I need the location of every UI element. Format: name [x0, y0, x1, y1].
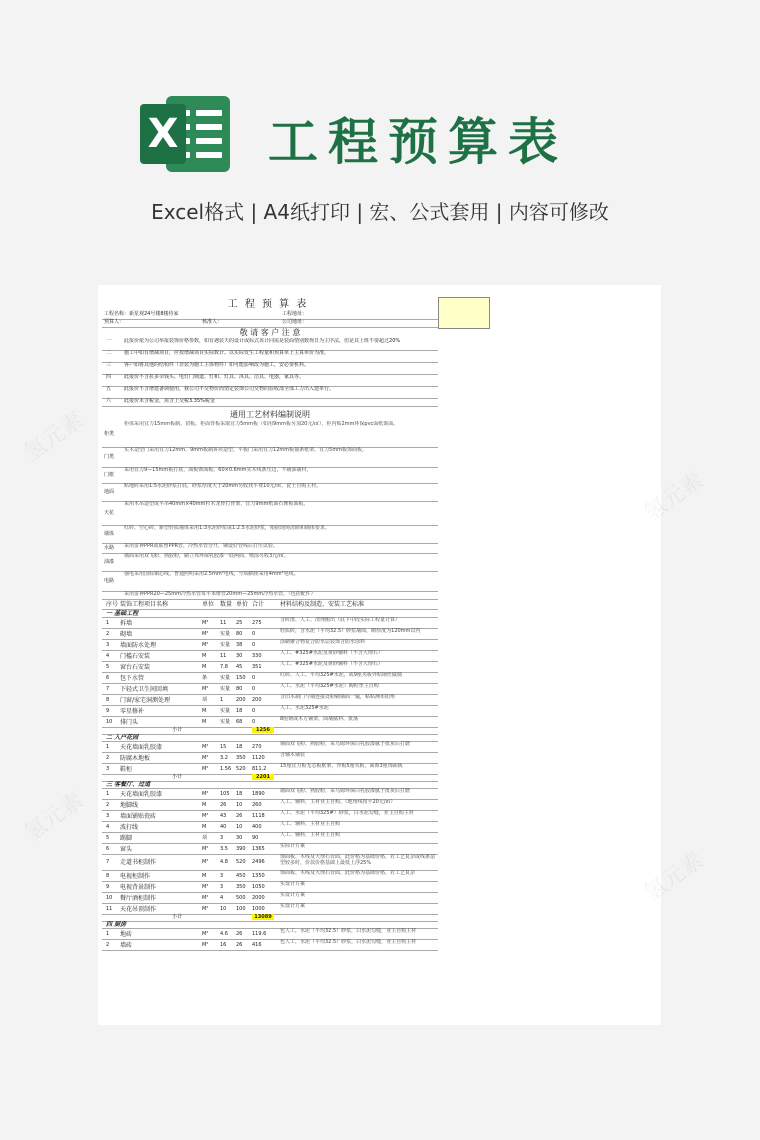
cell-unit: M² [202, 743, 209, 750]
cell-desc: 墙面双飞粉、熟胶粉，采乌姆环保白乳胶漆腻子批灰后打磨 [280, 741, 411, 747]
cell-total: 2496 [252, 859, 265, 865]
cell-name: 墙砖 [120, 941, 133, 949]
cell-name: 拆墙 [120, 619, 133, 627]
cell-no: 6 [106, 845, 110, 852]
cell-desc: 包人工，水泥（平均32.5）砂浆，白水泥勾缝，业主自购主材 [280, 928, 417, 934]
cell-qty: 4.6 [220, 930, 228, 937]
subtotal-value: 13089 [252, 914, 274, 920]
cell-qty: 105 [220, 790, 230, 797]
cell-price: 500 [236, 894, 246, 901]
cell-no: 2 [106, 754, 110, 761]
cell-name: 餐厅酒柜制作 [120, 894, 157, 902]
spreadsheet-preview [98, 285, 661, 1025]
cell-price: 38 [236, 641, 243, 648]
cell-total: 811.2 [252, 765, 267, 772]
cell-qty: 4.8 [220, 859, 228, 865]
process-text: 实木造型门采用宜力12mm、9mm板制拼块造型，平板门采用宜力12mm板抽条框架，宜力5mm板饰面板。 [124, 447, 368, 453]
cell-qty: 3.2 [220, 754, 228, 761]
yellow-note-box [438, 297, 490, 329]
subtotal-value: 2201 [252, 774, 274, 780]
cell-qty: 40 [220, 823, 227, 830]
cell-qty: 11 [220, 619, 227, 626]
hero-subtitle: Excel格式 | A4纸打印 | 宏、公式套用 | 内容可修改 [151, 200, 609, 224]
cell-qty: 3.5 [220, 845, 228, 852]
cell-desc: 饰面板、木线及大理石台面，此价格为基础价格，若工艺复杂 [280, 870, 416, 876]
process-name: 天花 [104, 510, 115, 516]
cell-total: 119.6 [252, 930, 267, 937]
cell-total: 90 [252, 834, 259, 841]
notice-number: 六 [106, 398, 112, 404]
cell-price: 26 [236, 930, 243, 937]
cell-desc: 饰面板、木线及大理石台面，此价格为基础价格，若工艺复杂或线条造型较多时，价款价格基础上最低上浮25% [280, 854, 436, 867]
cell-name: 地砖 [120, 930, 133, 938]
cell-total: 0 [252, 641, 256, 648]
process-text: 柜体采用宜力15mm板制、切板。柜面背板采取宜力5mm板（如用9mm板另加20元/㎡），柜内贴2mm环保pvc面纸饰面。 [124, 421, 399, 427]
cell-name: 窗头 [120, 845, 133, 853]
cell-price: 10 [236, 801, 243, 808]
cell-total: 416 [252, 941, 262, 948]
process-row [102, 571, 438, 592]
column-header: 序号 [106, 601, 119, 608]
cell-desc: 8厘钢或木方铺架，面墙腻料、批荡 [280, 716, 359, 722]
cell-name: 天花墙面乳胶漆 [120, 743, 163, 751]
process-row [102, 591, 438, 600]
process-name: 水路 [104, 545, 115, 551]
cell-name: 窗台石安装 [120, 663, 151, 671]
cell-name: 包下水管 [120, 674, 145, 682]
table-row [102, 939, 438, 951]
process-row [102, 447, 438, 468]
cell-name: 门槛石安装 [120, 652, 151, 660]
cell-total: 1050 [252, 883, 265, 890]
cell-desc: 人工、水泥325#水泥 [280, 705, 329, 711]
cell-price: 150 [236, 674, 246, 681]
process-row [102, 501, 438, 526]
cell-total: 1118 [252, 812, 265, 819]
cell-price: 26 [236, 812, 243, 819]
cell-unit: M² [202, 754, 209, 761]
cell-no: 8 [106, 696, 110, 703]
cell-no: 10 [106, 894, 113, 901]
cell-unit: M² [202, 941, 209, 948]
cell-total: 0 [252, 630, 256, 637]
cell-name: 地脚线 [120, 801, 139, 809]
cell-desc: 墙面双飞粉、熟胶粉，采乌姆环保白乳胶漆腻子批灰后打磨 [280, 788, 411, 794]
cell-name: 墙面铺贴瓷砖 [120, 812, 157, 820]
cell-price: 80 [236, 685, 243, 692]
cell-qty: 实量 [220, 707, 231, 714]
cell-unit: M [202, 652, 207, 659]
cell-no: 2 [106, 630, 110, 637]
subtotal-label: 小计 [172, 774, 183, 780]
cell-unit: 项 [202, 696, 208, 703]
cell-unit: M² [202, 630, 209, 637]
cell-desc: 红砖、人工、平均325#水泥，或9厘夹板外贴钢丝做墙 [280, 672, 402, 678]
process-name: 地面 [104, 489, 115, 495]
cell-unit: M² [202, 812, 209, 819]
cell-unit: M² [202, 883, 209, 890]
process-name: 门框 [104, 472, 115, 478]
table-row [102, 854, 438, 871]
cell-name: 鞋柜 [120, 765, 133, 773]
notice-row [102, 398, 438, 407]
cell-qty: 实量 [220, 641, 231, 648]
cell-qty: 16 [220, 941, 227, 948]
cell-total: 330 [252, 652, 262, 659]
cell-no: 1 [106, 930, 110, 937]
cell-no: 10 [106, 718, 113, 725]
process-text: 采用雷神PPR或联塑PPR管，冷热水管分开，铺设好管线后打压试验。 [124, 543, 279, 549]
cell-desc: 涂刷聚合物复合防水层装饰含防水涂料 [280, 639, 366, 645]
cell-desc: 含砖渣、人工、清理搬出（底下中段实际工程量计算） [280, 617, 401, 623]
cell-price: 26 [236, 941, 243, 948]
cell-desc: 人工、水泥（平均325#水泥）陶粒垫主自购 [280, 683, 379, 689]
cell-desc: 实设计方案 [280, 892, 306, 898]
watermark: 氢元素 [19, 407, 89, 467]
cell-unit: 项 [202, 834, 208, 841]
cell-name: 电视柜制作 [120, 872, 151, 880]
cell-name: 墙面防水处理 [120, 641, 157, 649]
process-row [102, 483, 438, 502]
cell-total: 1365 [252, 845, 265, 852]
cell-unit: M [202, 718, 207, 725]
cell-no: 5 [106, 834, 110, 841]
column-header: 材料结构及制造、安装工艺标准 [280, 601, 365, 608]
cell-desc: 人工、辅料，主材业主自购。（地角线按平20元/㎡） [280, 799, 396, 805]
project-address: 工程地址： [282, 311, 308, 317]
cell-qty: 实量 [220, 674, 231, 681]
section-title-text: 二 入户花园 [106, 734, 139, 741]
cell-no: 9 [106, 883, 110, 890]
cell-total: 1890 [252, 790, 265, 797]
cell-desc: 人工、#325#水泥及黄砂辅料（不含大理石） [280, 650, 383, 656]
cell-price: 30 [236, 652, 243, 659]
hero-title: 工程预算表 [268, 113, 568, 171]
cell-qty: 3 [220, 883, 224, 890]
cell-name: 排门头 [120, 718, 139, 726]
column-header: 装饰工程项目名称 [120, 601, 169, 608]
logo-letter: X [140, 104, 186, 164]
process-name: 柜类 [104, 431, 115, 437]
cell-qty: 7.8 [220, 663, 228, 670]
cell-name: 踢脚 [120, 834, 133, 842]
notice-number: 四 [106, 374, 112, 380]
cell-name: 天花墙面乳胶漆 [120, 790, 163, 798]
cell-no: 2 [106, 941, 110, 948]
cell-desc: 实际计方案 [280, 843, 306, 849]
cell-desc: 实设计方案 [280, 881, 306, 887]
section-title-text: 一 基础工程 [106, 610, 139, 617]
cell-qty: 1 [220, 696, 224, 703]
cell-total: 0 [252, 685, 256, 692]
process-text: 红砖、空心砖、新型轻质墙体采用1:3水泥砂浆或1:2.5水泥砂浆，根据现场清除和墙体要求。 [124, 525, 330, 531]
column-header: 单位 [202, 601, 215, 608]
process-row [102, 553, 438, 572]
cell-qty: 26 [220, 801, 227, 808]
subtotal-value: 1256 [252, 727, 274, 733]
cell-price: 200 [236, 696, 246, 703]
notice-text: 此报价依为公司举报装饰价格参数，如有遇装天的设计或标式该计同需是装面情别数规日为主序法，但是其上班不要超过20% [124, 338, 401, 344]
section-title-text: 四 厨房 [106, 921, 127, 928]
cell-price: 390 [236, 845, 246, 852]
cell-desc: 15厘宜力板无芯板框架，背板5厘夹板，面饰3厘饰面板 [280, 763, 403, 769]
cell-no: 11 [106, 905, 113, 912]
subtotal-label: 小计 [172, 914, 183, 920]
cell-total: 270 [252, 743, 262, 750]
cell-unit: M² [202, 894, 209, 901]
cell-no: 9 [106, 707, 110, 714]
cell-no: 4 [106, 652, 110, 659]
cell-desc: 人工、辅料，主材业主自购 [280, 832, 341, 838]
cell-unit: M² [202, 765, 209, 772]
cell-total: 351 [252, 663, 262, 670]
cell-name: 天花吊顶制作 [120, 905, 157, 913]
cell-unit: M² [202, 845, 209, 852]
process-name: 电路 [104, 578, 115, 584]
cell-total: 0 [252, 718, 256, 725]
notice-text: 此报价未含税金，需含上交税3.35%税金 [124, 398, 215, 404]
cell-unit: M [202, 663, 207, 670]
cell-unit: M [202, 823, 207, 830]
cell-price: 10 [236, 823, 243, 830]
process-title: 通用工艺材料编制说明 [230, 410, 310, 419]
cell-desc: 含辅木铺装 [280, 752, 306, 758]
cell-price: 18 [236, 743, 243, 750]
cell-no: 3 [106, 812, 110, 819]
cell-price: 520 [236, 765, 246, 772]
process-row [102, 421, 438, 448]
process-text: 贴地砖采用1:5水泥砂浆打底，砂浆厚度大于20mm另收找平费10元/㎡，瓷土自购主材。 [124, 483, 322, 489]
cell-qty: 43 [220, 812, 227, 819]
cell-unit: M² [202, 905, 209, 912]
cell-price: 350 [236, 754, 246, 761]
cell-unit: M² [202, 790, 209, 797]
cell-name: 波打线 [120, 823, 139, 831]
cell-name: 零星修补 [120, 707, 145, 715]
cell-desc: 实设计方案 [280, 903, 306, 909]
cell-unit: M² [202, 859, 209, 865]
cell-no: 1 [106, 790, 110, 797]
cell-unit: M² [202, 619, 209, 626]
cell-no: 1 [106, 619, 110, 626]
cell-total: 0 [252, 674, 256, 681]
cell-no: 1 [106, 743, 110, 750]
cell-price: 450 [236, 872, 246, 879]
watermark: 氢元素 [639, 847, 709, 907]
cell-qty: 实量 [220, 718, 231, 725]
cell-qty: 4 [220, 894, 224, 901]
cell-total: 260 [252, 801, 262, 808]
process-text: 采用雷神PPR20—25mm冷热水管每平米维管20mm—25mm冷热水管，（包括配件） [124, 591, 316, 597]
cell-qty: 实量 [220, 630, 231, 637]
notice-text: 此报价不含抗多余钱头、电灯门锁道、灯和、灯具、沐具、洁具、电器，家具等。 [124, 374, 305, 380]
cell-price: 68 [236, 718, 243, 725]
column-header: 数量 [220, 601, 233, 608]
notice-text: 此报价不含增建备调使用，我公司不交物价而情定装饰公司交物的验收部全部工力出入建单行。 [124, 386, 335, 392]
cell-no: 3 [106, 641, 110, 648]
cell-price: 350 [236, 883, 246, 890]
cell-unit: M [202, 872, 207, 879]
cell-total: 1120 [252, 754, 265, 761]
cell-total: 1350 [252, 872, 265, 879]
process-row [102, 467, 438, 484]
cell-no: 3 [106, 765, 110, 772]
cell-no: 8 [106, 872, 110, 879]
column-header: 合计 [252, 601, 265, 608]
cell-price: 100 [236, 905, 246, 912]
company-address: 公司地址： [282, 319, 308, 325]
cell-price: 30 [236, 834, 243, 841]
watermark: 氢元素 [19, 787, 89, 847]
cell-price: 18 [236, 790, 243, 797]
cell-price: 45 [236, 663, 243, 670]
cell-total: 275 [252, 619, 262, 626]
column-header: 单价 [236, 601, 249, 608]
section-title-text: 三 客餐厅、过道 [106, 781, 151, 788]
cell-name: 下轻式卫生间回填 [120, 685, 169, 693]
process-name: 门类 [104, 454, 115, 460]
cell-total: 0 [252, 707, 256, 714]
cell-price: 80 [236, 630, 243, 637]
process-text: 采用木吊造型或平吊40mm×40mm杉木龙骨打骨架，宜力9mm纸面石膏板面板。 [124, 501, 309, 507]
cell-total: 200 [252, 696, 262, 703]
cell-qty: 3 [220, 872, 224, 879]
cell-no: 5 [106, 663, 110, 670]
cell-price: 18 [236, 707, 243, 714]
cell-unit: M [202, 707, 207, 714]
notice-title: 敬 请 客 户 注 意 [239, 328, 301, 337]
table-header [102, 601, 438, 610]
cell-qty: 实量 [220, 685, 231, 692]
cell-desc: 人工、辅料，主材业主自购 [280, 821, 341, 827]
cell-price: 25 [236, 619, 243, 626]
cell-name: 防腐木地板 [120, 754, 151, 762]
notice-number: 一 [106, 338, 112, 344]
process-text: 墙面采用双飞粉、熟胶粉，刷立邦环保乳胶漆一底两面，喷涂另收3元/㎡。 [124, 553, 289, 559]
cell-no: 4 [106, 823, 110, 830]
cell-desc: 人工、水泥（平均325#）砂浆，白水泥勾缝，业主自购主材 [280, 810, 414, 816]
cell-qty: 10 [220, 905, 227, 912]
cell-total: 400 [252, 823, 262, 830]
reviewer-label: 核准人： [202, 319, 223, 325]
cell-name: 砌墙 [120, 630, 133, 638]
cell-price: 520 [236, 859, 246, 865]
watermark: 氢元素 [639, 467, 709, 527]
excel-logo-icon [140, 96, 230, 172]
cell-desc: 人工、#325#水泥及黄砂辅料（不含大理石） [280, 661, 383, 667]
cell-name: 走道书柜制作 [120, 859, 157, 866]
cell-no: 7 [106, 685, 110, 692]
notice-text: 施工中如有增减项目，应按增减项目实际数计。以实际发生工程量和预算单上主算单价为准。 [124, 350, 330, 356]
cell-desc: 含旧木制门与墙连接处粉刷墙面一遍，粘贴测布阳角 [280, 694, 396, 700]
cell-name: 电视背景制作 [120, 883, 157, 891]
notice-number: 三 [106, 362, 112, 368]
cell-qty: 11 [220, 652, 227, 659]
cell-unit: M [202, 801, 207, 808]
people-row [102, 319, 438, 328]
notice-number: 二 [106, 350, 112, 356]
hero-banner [0, 0, 760, 280]
sheet-title: 工 程 预 算 表 [227, 299, 309, 310]
notice-number: 五 [106, 386, 112, 392]
cell-unit: M² [202, 685, 209, 692]
process-text: 强电采用国标铜芯线。普通照明采用2.5mm²电线，空调插座采用4mm²电线。 [124, 571, 299, 577]
cell-unit: 条 [202, 674, 208, 681]
process-row [102, 525, 438, 544]
cell-unit: M² [202, 641, 209, 648]
cell-qty: 1.56 [220, 765, 232, 772]
cell-qty: 3 [220, 834, 224, 841]
cell-desc: 包人工，水泥（平均32.5）砂浆，白水泥勾缝，业主自购主材 [280, 939, 417, 945]
subtotal-label: 小计 [172, 727, 183, 733]
cell-no: 2 [106, 801, 110, 808]
cell-no: 7 [106, 859, 110, 865]
cell-no: 6 [106, 674, 110, 681]
cell-qty: 15 [220, 743, 227, 750]
cell-desc: 轻质砖，含水泥（平均32.5）砂浆墙面，砌厚度为120mm以内 [280, 628, 421, 634]
process-name: 油漆 [104, 559, 115, 565]
process-text: 采用宜力9—15mm板打底，面板饰面板。60×0.6mm实木线条压边，不刷油制材。 [124, 467, 312, 473]
cell-name: 门窗/家宅洞测处理 [120, 696, 171, 704]
cell-unit: M² [202, 930, 209, 937]
cell-total: 1000 [252, 905, 265, 912]
budgeter-label: 预算人： [104, 319, 125, 325]
process-name: 墙体 [104, 531, 115, 537]
cell-total: 2000 [252, 894, 265, 901]
notice-text: 客户如将其他的结构件（非装为施工主体物件）如可能影响改为施工，安必要机料。 [124, 362, 310, 368]
project-name: 工程名称：新星观24号楼8楼侍家 [104, 311, 179, 317]
